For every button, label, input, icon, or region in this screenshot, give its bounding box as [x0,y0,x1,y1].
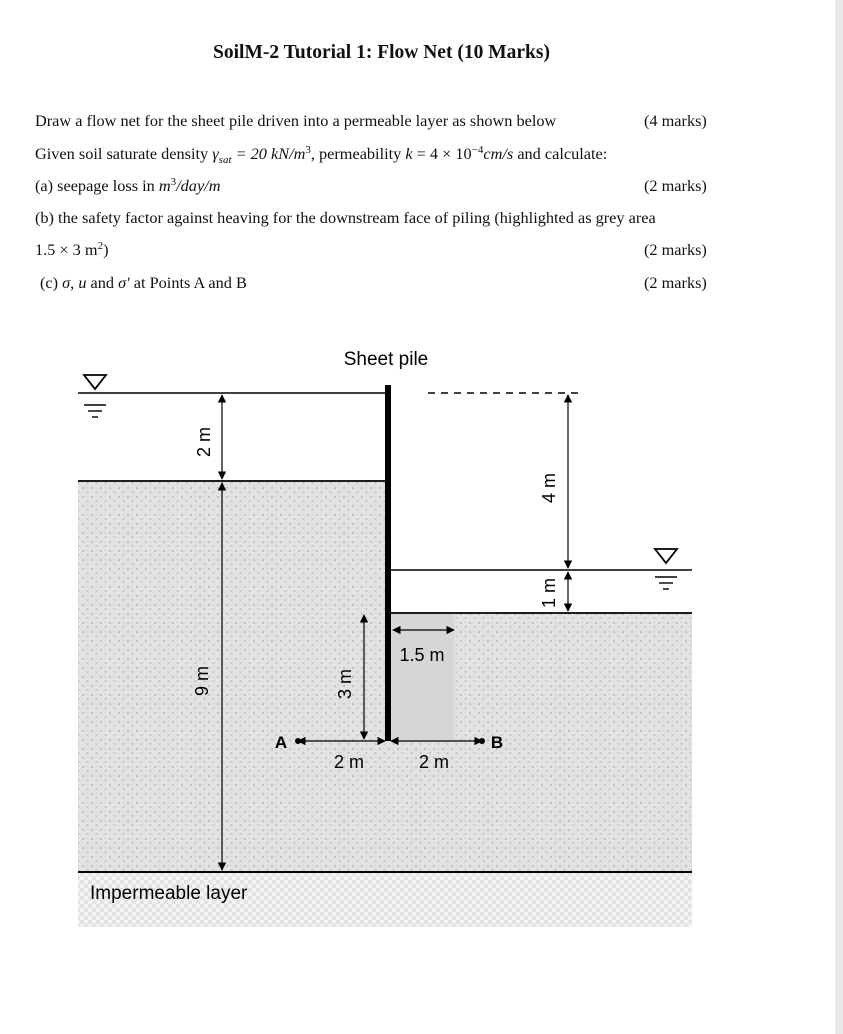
dim-label-1m: 1 m [539,577,559,609]
heave-zone [391,613,454,741]
given-parameters: Given soil saturate density $\gamma_{sat} = 20$ $kN/m^3$, permeability $k = 4 \times 10^{-4}cm/s$ and calculate: [35,144,608,166]
marks-a: (2 marks) [644,176,707,195]
point-a-marker [295,738,301,744]
sheet-pile-label: Sheet pile [343,349,429,370]
point-b-label: B [490,733,504,752]
question-c: (c) σ, u and σ′ at Points A and B [40,273,247,292]
sheet-pile [385,385,391,741]
dim-label-4m: 4 m [539,472,559,504]
downstream-water-symbol [655,549,677,589]
impermeable-layer-label: Impermeable layer [90,883,248,904]
dim-label-2m-b: 2 m [418,752,450,772]
question-b: (b) the safety factor against heaving for the downstream face of piling (highlighted as grey area [35,208,656,227]
question-b-area: 1.5 × 3 $m^2$) [35,240,109,259]
dim-label-2m-a: 2 m [333,752,365,772]
dim-label-1-5m: 1.5 m [399,645,445,665]
dim-label-3m: 3 m [335,668,355,700]
point-a-label: A [274,733,288,752]
dim-label-9m: 9 m [192,665,212,697]
question-intro: Draw a flow net for the sheet pile driven into a permeable layer as shown below [35,111,557,130]
point-b-marker [479,738,485,744]
marks-flow-net: (4 marks) [644,111,707,130]
marks-c: (2 marks) [644,273,707,292]
upstream-water-symbol [84,375,106,417]
page-title: SoilM-2 Tutorial 1: Flow Net (10 Marks) [213,42,550,63]
dim-label-2m-upstream: 2 m [194,426,214,458]
marks-b: (2 marks) [644,240,707,259]
question-a: (a) seepage loss in $m^3/day/m$ [35,176,221,195]
